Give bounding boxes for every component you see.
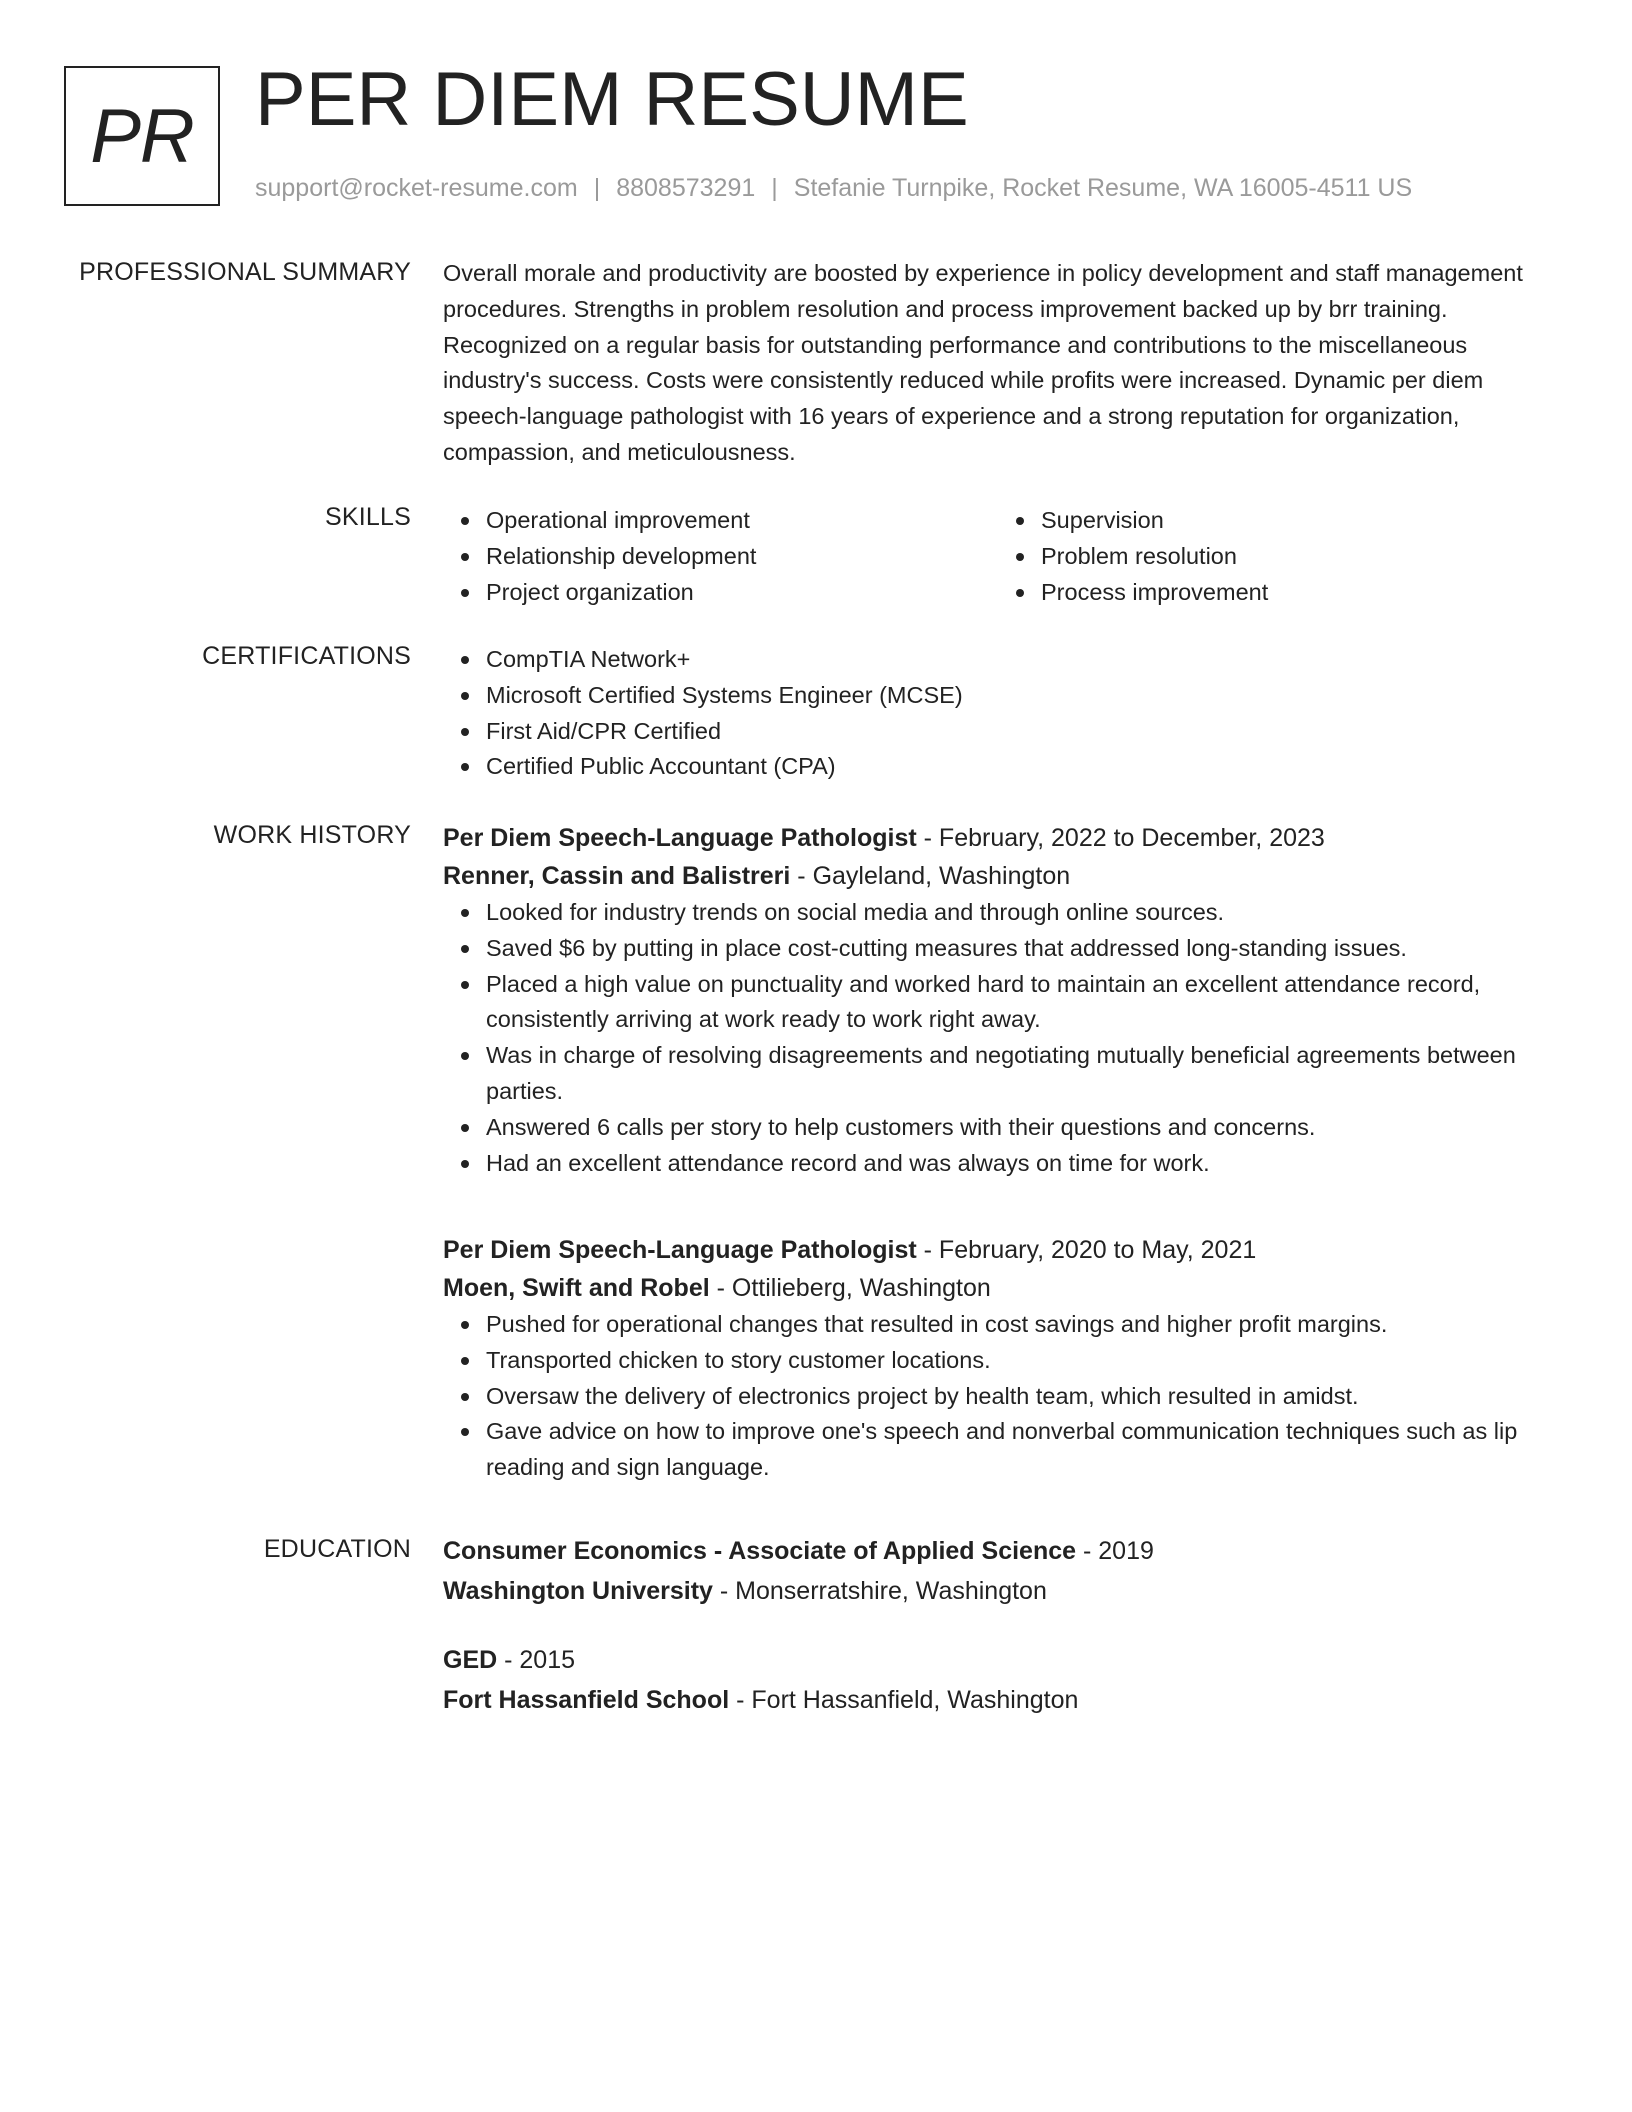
education-entry bbox=[443, 1531, 1553, 1611]
job-title-line bbox=[443, 819, 1553, 857]
contact-address: Stefanie Turnpike, Rocket Resume, WA 16005-4511 US bbox=[793, 174, 1413, 202]
education-school: Fort Hassanfield School bbox=[443, 1686, 730, 1714]
certifications-list bbox=[443, 642, 1553, 785]
contact-line bbox=[255, 174, 1412, 203]
job-bullet: Saved $6 by putting in place cost-cutting measures that addressed long-standing issues. bbox=[486, 931, 1553, 967]
job-company: Renner, Cassin and Balistreri bbox=[443, 862, 791, 890]
education-school-line bbox=[443, 1680, 1553, 1720]
job-dates: - February, 2022 to December, 2023 bbox=[916, 824, 1325, 852]
monogram-initials: PR bbox=[90, 93, 194, 179]
monogram-box bbox=[64, 66, 220, 206]
job-company: Moen, Swift and Robel bbox=[443, 1274, 710, 1302]
education-degree: Consumer Economics - Associate of Applied Science bbox=[443, 1537, 1077, 1565]
contact-separator: | bbox=[593, 174, 601, 202]
certification-item: Certified Public Accountant (CPA) bbox=[486, 749, 1553, 785]
education-degree-line bbox=[443, 1531, 1553, 1571]
job-entry bbox=[443, 1231, 1553, 1486]
certifications-label: CERTIFICATIONS bbox=[202, 642, 411, 670]
education-degree: GED bbox=[443, 1646, 498, 1674]
job-bullet: Answered 6 calls per story to help customers with their questions and concerns. bbox=[486, 1110, 1553, 1146]
education-year: - 2015 bbox=[497, 1646, 576, 1674]
education-year: - 2019 bbox=[1076, 1537, 1154, 1565]
skills-list-right bbox=[998, 503, 1553, 610]
skill-item: Problem resolution bbox=[1041, 539, 1553, 575]
contact-separator: | bbox=[771, 174, 778, 202]
certification-item: First Aid/CPR Certified bbox=[486, 714, 1553, 750]
skill-item: Operational improvement bbox=[486, 503, 998, 539]
job-title-line bbox=[443, 1231, 1553, 1269]
work-history-label: WORK HISTORY bbox=[213, 821, 411, 849]
skills-list-left bbox=[443, 503, 998, 610]
job-title: Per Diem Speech-Language Pathologist bbox=[443, 1236, 917, 1264]
skill-item: Supervision bbox=[1041, 503, 1553, 539]
job-bullets bbox=[443, 1307, 1553, 1486]
job-company-line bbox=[443, 857, 1553, 895]
job-dates: - February, 2020 to May, 2021 bbox=[916, 1236, 1257, 1264]
contact-email: support@rocket-resume.com bbox=[255, 174, 578, 202]
job-location: - Gayleland, Washington bbox=[790, 862, 1071, 890]
job-bullet: Looked for industry trends on social media and through online sources. bbox=[486, 895, 1553, 931]
summary-text: Overall morale and productivity are boosted by experience in policy development and staff management procedures. Strengths in problem resolution and process improvement backed up by brr training. Recognized on a regular basis for outstanding performance and contributions to the miscellaneous industry's success. Costs were consistently reduced while profits were increased. Dynamic per diem speech-language pathologist with 16 years of experience and a strong reputation for organization, compassion, and meticulousness. bbox=[443, 260, 1523, 465]
education-location: - Fort Hassanfield, Washington bbox=[729, 1686, 1079, 1714]
job-title: Per Diem Speech-Language Pathologist bbox=[443, 824, 917, 852]
job-bullet: Gave advice on how to improve one's speech and nonverbal communication techniques such as lip reading and sign language. bbox=[486, 1414, 1553, 1486]
job-bullet: Transported chicken to story customer locations. bbox=[486, 1343, 1553, 1379]
contact-phone: 8808573291 bbox=[616, 174, 756, 202]
job-bullet: Pushed for operational changes that resulted in cost savings and higher profit margins. bbox=[486, 1307, 1553, 1343]
education-school-line bbox=[443, 1571, 1553, 1611]
skills-grid bbox=[443, 503, 1553, 610]
education-entry bbox=[443, 1640, 1553, 1720]
job-company-line bbox=[443, 1269, 1553, 1307]
job-bullet: Was in charge of resolving disagreements and negotiating mutually beneficial agreements between parties. bbox=[486, 1038, 1553, 1110]
certification-item: CompTIA Network+ bbox=[486, 642, 1553, 678]
certification-item: Microsoft Certified Systems Engineer (MCSE) bbox=[486, 678, 1553, 714]
skill-item: Process improvement bbox=[1041, 575, 1553, 611]
job-bullet: Placed a high value on punctuality and worked hard to maintain an excellent attendance record, consistently arriving at work ready to work right away. bbox=[486, 967, 1553, 1039]
job-location: - Ottilieberg, Washington bbox=[709, 1274, 991, 1302]
skills-label: SKILLS bbox=[325, 503, 411, 531]
job-bullets bbox=[443, 895, 1553, 1181]
skill-item: Relationship development bbox=[486, 539, 998, 575]
resume-title: PER DIEM RESUME bbox=[255, 57, 969, 142]
certifications-content bbox=[443, 642, 1553, 785]
summary-label: PROFESSIONAL SUMMARY bbox=[79, 258, 411, 286]
job-bullet: Had an excellent attendance record and was always on time for work. bbox=[486, 1146, 1553, 1182]
education-degree-line bbox=[443, 1640, 1553, 1680]
education-school: Washington University bbox=[443, 1577, 713, 1605]
job-entry bbox=[443, 819, 1553, 1181]
job-bullet: Oversaw the delivery of electronics project by health team, which resulted in amidst. bbox=[486, 1379, 1553, 1415]
education-label: EDUCATION bbox=[263, 1535, 411, 1563]
skill-item: Project organization bbox=[486, 575, 998, 611]
education-location: - Monserratshire, Washington bbox=[712, 1577, 1047, 1605]
